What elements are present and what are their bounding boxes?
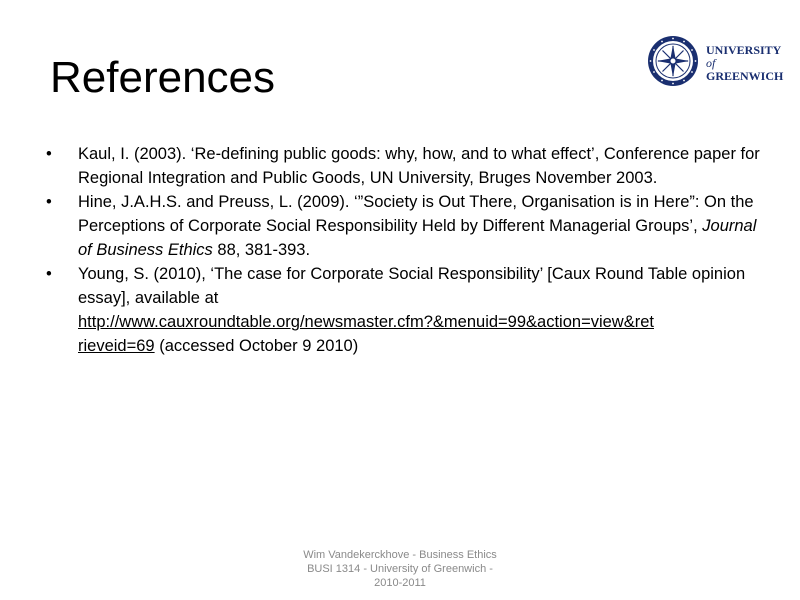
logo-line-2: of bbox=[706, 56, 716, 70]
bullet: • bbox=[46, 145, 52, 163]
logo-line-3: GREENWICH bbox=[706, 69, 784, 83]
reference-text: Young, S. (2010), ‘The case for Corporate Social Responsibility’ [Caux Round Table opinion essay], available at bbox=[78, 265, 746, 307]
slide-footer bbox=[260, 548, 540, 590]
slide-title: References bbox=[50, 53, 276, 102]
reference-link[interactable]: http://www.cauxroundtable.org/newsmaster.cfm?&menuid=99&action=view&ret bbox=[78, 313, 654, 331]
reference-link-continued[interactable]: rieveid=69 bbox=[78, 337, 155, 355]
reference-item-young bbox=[28, 262, 768, 358]
footer-line-3: 2010-2011 bbox=[374, 577, 426, 589]
reference-list bbox=[28, 142, 768, 358]
footer-line-2: BUSI 1314 - University of Greenwich - bbox=[307, 563, 493, 575]
reference-item-kaul bbox=[28, 142, 768, 190]
logo-line-1: UNIVERSITY bbox=[706, 43, 782, 57]
university-wordmark bbox=[706, 44, 783, 83]
journal-title: Journal of Business Ethics bbox=[78, 217, 757, 259]
reference-text-tail: (accessed October 9 2010) bbox=[154, 337, 359, 355]
footer-line-1: Wim Vandekerckhove - Business Ethics bbox=[303, 549, 497, 561]
bullet: • bbox=[46, 265, 52, 283]
reference-item-hine bbox=[28, 190, 768, 262]
reference-text: Kaul, I. (2003). ‘Re-defining public goods: why, how, and to what effect’, Conference paper for Regional Integration and Public Goods, UN University, Bruges November 2003. bbox=[78, 145, 760, 187]
reference-text-tail: 88, 381-393. bbox=[212, 241, 311, 259]
university-seal-icon bbox=[646, 34, 700, 88]
university-logo bbox=[646, 34, 784, 94]
reference-text: Hine, J.A.H.S. and Preuss, L. (2009). ‘”Society is Out There, Organisation is in Here”: On the Perceptions of Corporate Social Responsibility Held by Different Managerial Groups’, bbox=[78, 193, 754, 235]
bullet: • bbox=[46, 193, 52, 211]
